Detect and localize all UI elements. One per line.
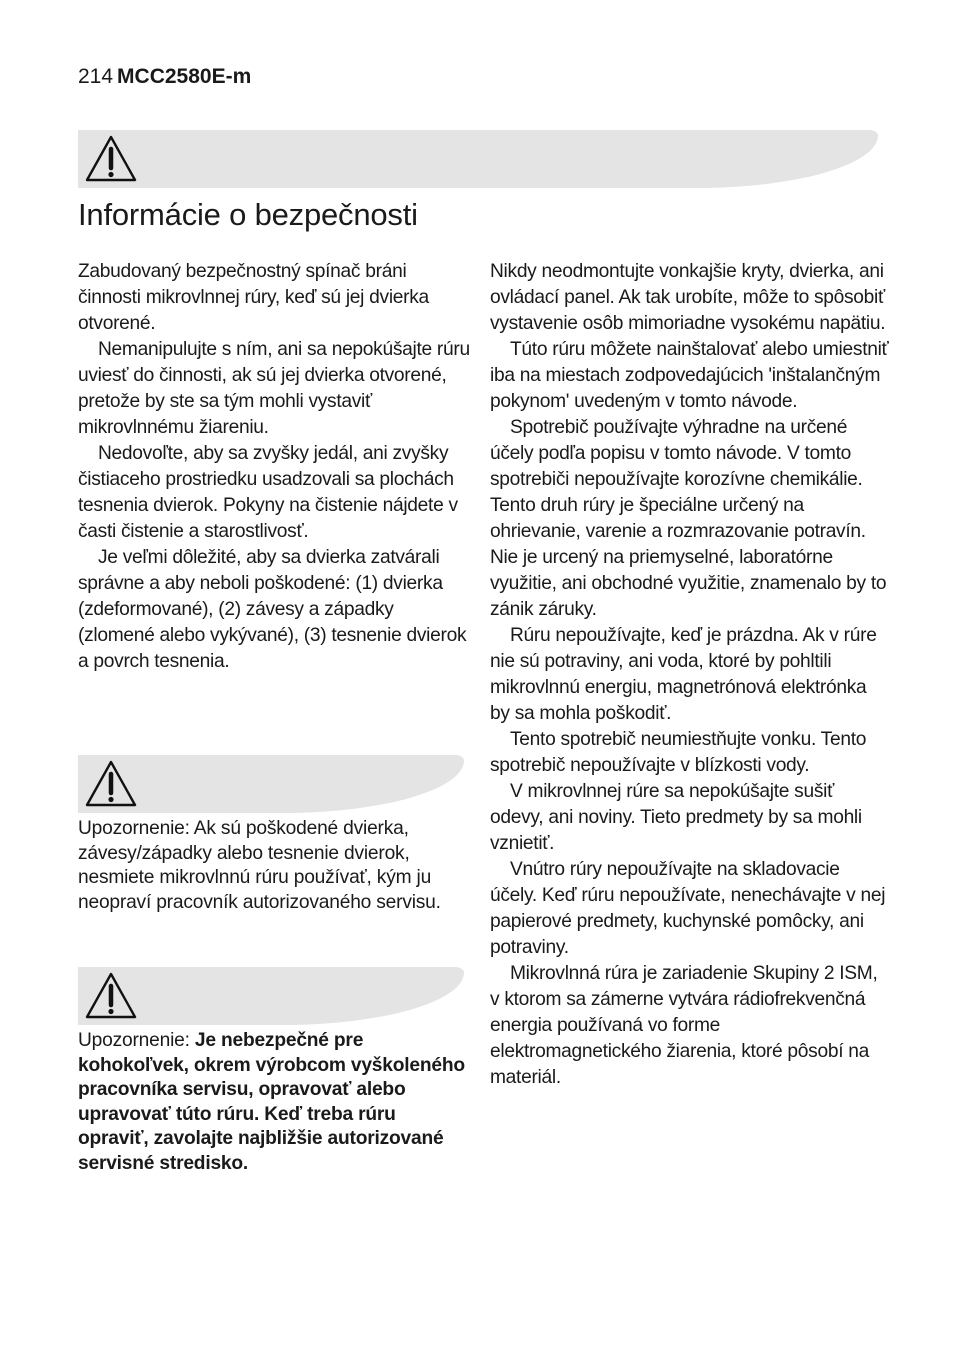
paragraph: Nikdy neodmontujte vonkajšie kryty, dvierka, ani ovládací panel. Ak tak urobíte, môže to spôsobiť vystavenie osôb mimoriadne vysokému napätiu. [490,261,886,334]
paragraph: Túto rúru môžete nainštalovať alebo umiestniť iba na miestach zodpovedajúcich 'inštalančným pokynom' uvedeným v tomto návode. [490,339,889,412]
paragraph: Nemanipulujte s ním, ani sa nepokúšajte rúru uviesť do činnosti, ak sú jej dvierka otvorené, pretože by ste sa tým mohli vystaviť mikrovlnnému žiareniu. [78,339,470,438]
page-number: 214 [78,65,114,88]
paragraph: V mikrovlnnej rúre sa nepokúšajte sušiť odevy, ani noviny. Tieto predmety by sa mohli vznietiť. [490,781,862,854]
paragraph: Vnútro rúry nepoužívajte na skladovacie účely. Keď rúru nepoužívate, nenechávajte v nej papierové predmety, kuchynské pomôcky, ani potraviny. [490,859,886,958]
warning-triangle-icon [84,759,138,809]
model-name: MCC2580E-m [117,65,252,88]
paragraph: Rúru nepoužívajte, keď je prázdna. Ak v rúre nie sú potraviny, ani voda, ktoré by pohltili mikrovlnnú energiu, magnetrónová elektrónka by sa mohla poškodiť. [490,625,877,724]
right-column [490,259,890,1091]
section-title: Informácie o bezpečnosti [78,197,418,232]
left-column [78,259,470,675]
paragraph: Mikrovlnná rúra je zariadenie Skupiny 2 ISM, v ktorom sa zámerne vytvára rádiofrekvenčná energia používaná vo forme elektromagnetického žiarenia, ktoré pôsobí na materiál. [490,963,878,1088]
paragraph: Je veľmi dôležité, aby sa dvierka zatvárali správne a aby neboli poškodené: (1) dvierka (zdeformované), (2) závesy a západky (zlomené alebo vykývané), (3) tesnenie dvierok a povrch tesnenia. [78,547,467,672]
warning-banner-2 [78,967,464,1025]
warning-text-2 [78,1029,470,1177]
warning-text-1: Upozornenie: Ak sú poškodené dvierka, závesy/západky alebo tesnenie dvierok, nesmiete mikrovlnnú rúru používať, kým ju neopraví pracovník autorizovaného servisu. [78,818,441,913]
warning-triangle-icon [84,971,138,1021]
page-header [78,64,251,90]
warning-bold-text: Je nebezpečné pre kohokoľvek, okrem výrobcom vyškoleného pracovníka servisu, opravovať alebo upravovať túto rúru. Keď treba rúru opraviť, zavolajte najbližšie autorizované servisné stredisko. [78,1030,465,1174]
safety-warning-banner [78,130,878,188]
paragraph: Nedovoľte, aby sa zvyšky jedál, ani zvyšky čistiaceho prostriedku usadzovali sa plochách tesnenia dvierok. Pokyny na čistenie nájdete v časti čistenie a starostlivosť. [78,443,458,542]
paragraph: Tento spotrebič neumiestňujte vonku. Tento spotrebič nepoužívajte v blízkosti vody. [490,729,867,776]
paragraph: Zabudovaný bezpečnostný spínač bráni činnosti mikrovlnnej rúry, keď sú jej dvierka otvorené. [78,261,429,334]
warning-triangle-icon [84,134,138,184]
paragraph: Spotrebič používajte výhradne na určené účely podľa popisu v tomto návode. V tomto spotrebiči nepoužívajte korozívne chemikálie. Tento druh rúry je špeciálne určený na ohrievanie, varenie a rozmrazovanie potravín. Nie je urcený na priemyselné, laboratórne využitie, ani obchodné využitie, znamenalo by to zánik záruky. [490,417,887,620]
warning-banner-1 [78,755,464,813]
warning-prefix: Upozornenie: [78,1030,195,1051]
